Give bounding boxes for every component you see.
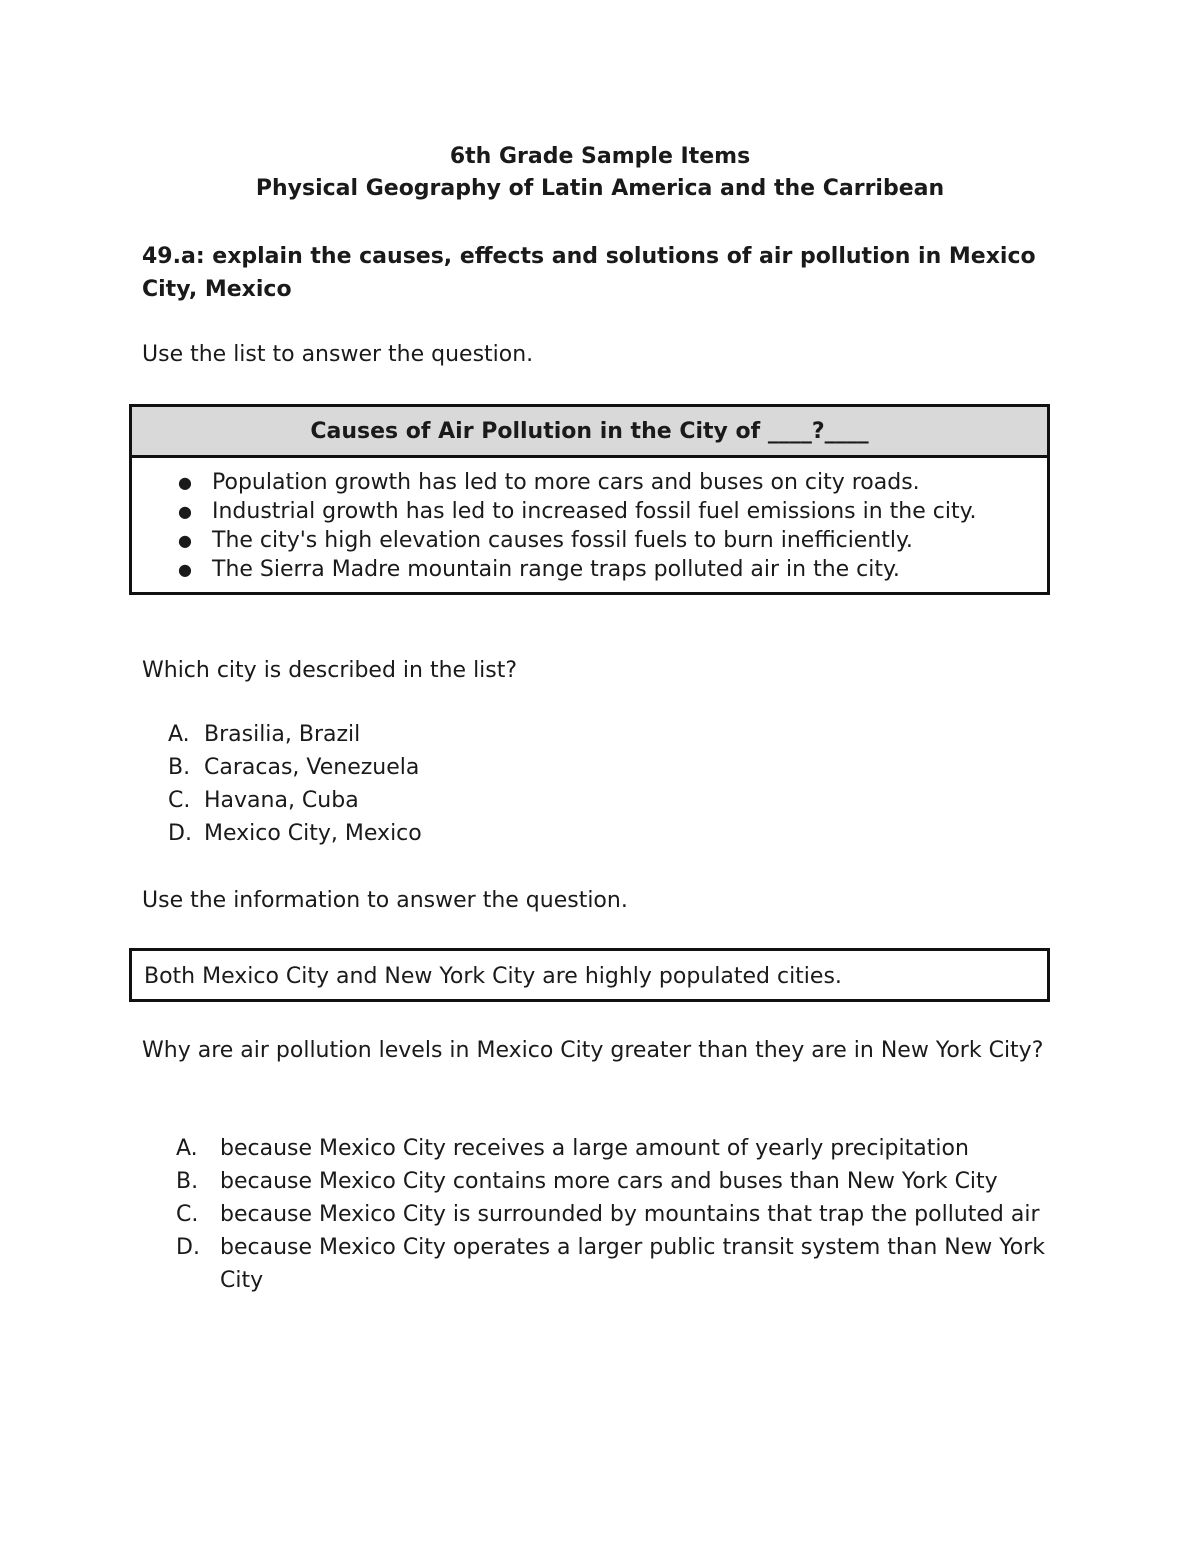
bullet-icon: ● [178, 531, 192, 550]
choice-text: Brasilia, Brazil [204, 722, 361, 747]
list-item-text: Population growth has led to more cars and buses on city roads. [212, 470, 920, 495]
list-item-text: The Sierra Madre mountain range traps polluted air in the city. [212, 557, 900, 582]
choice-text: Caracas, Venezuela [204, 755, 420, 780]
bullet-icon: ● [178, 560, 192, 579]
choice-text: because Mexico City receives a large amount of yearly precipitation [220, 1136, 969, 1161]
choice-letter: C. [168, 788, 191, 813]
choice-text: because Mexico City contains more cars and buses than New York City [220, 1169, 998, 1194]
list-item [132, 526, 1047, 555]
instruction-2: Use the information to answer the question. [142, 888, 628, 913]
page-subtitle: Physical Geography of Latin America and the Carribean [255, 176, 945, 201]
list-item [132, 555, 1047, 584]
instruction-1: Use the list to answer the question. [142, 342, 534, 367]
choice-letter: A. [168, 722, 190, 747]
answer-choice-c[interactable] [176, 1198, 1056, 1231]
page-title: 6th Grade Sample Items [449, 144, 751, 169]
choice-letter: D. [168, 821, 192, 846]
choice-letter: A. [176, 1136, 198, 1161]
bullet-icon: ● [178, 473, 192, 492]
standard-heading: 49.a: explain the causes, effects and solutions of air pollution in Mexico City, Mexico [142, 244, 1036, 302]
question-1-choices [168, 718, 422, 850]
list-item [132, 497, 1047, 526]
answer-choice-d[interactable] [176, 1231, 1056, 1297]
list-item-text: The city's high elevation causes fossil fuels to burn inefficiently. [212, 528, 913, 553]
choice-letter: B. [176, 1169, 199, 1194]
question-2-choices [176, 1132, 1056, 1297]
answer-choice-b[interactable] [168, 751, 422, 784]
choice-text: because Mexico City operates a larger public transit system than New York City [220, 1235, 1046, 1293]
answer-choice-a[interactable] [168, 718, 422, 751]
answer-choice-a[interactable] [176, 1132, 1056, 1165]
choice-text: Havana, Cuba [204, 788, 359, 813]
answer-choice-c[interactable] [168, 784, 422, 817]
causes-list-box [129, 404, 1050, 595]
choice-text: because Mexico City is surrounded by mountains that trap the polluted air [220, 1202, 1040, 1227]
answer-choice-b[interactable] [176, 1165, 1056, 1198]
choice-text: Mexico City, Mexico [204, 821, 422, 846]
list-item-text: Industrial growth has led to increased fossil fuel emissions in the city. [212, 499, 977, 524]
choice-letter: D. [176, 1235, 200, 1260]
causes-list-header: Causes of Air Pollution in the City of ____?____ [132, 407, 1047, 458]
list-item [132, 468, 1047, 497]
causes-list [132, 458, 1047, 592]
question-1-prompt: Which city is described in the list? [142, 658, 518, 683]
answer-choice-d[interactable] [168, 817, 422, 850]
choice-letter: B. [168, 755, 191, 780]
bullet-icon: ● [178, 502, 192, 521]
choice-letter: C. [176, 1202, 199, 1227]
question-2-prompt: Why are air pollution levels in Mexico City greater than they are in New York City? [142, 1038, 1044, 1063]
info-box: Both Mexico City and New York City are highly populated cities. [129, 948, 1050, 1002]
